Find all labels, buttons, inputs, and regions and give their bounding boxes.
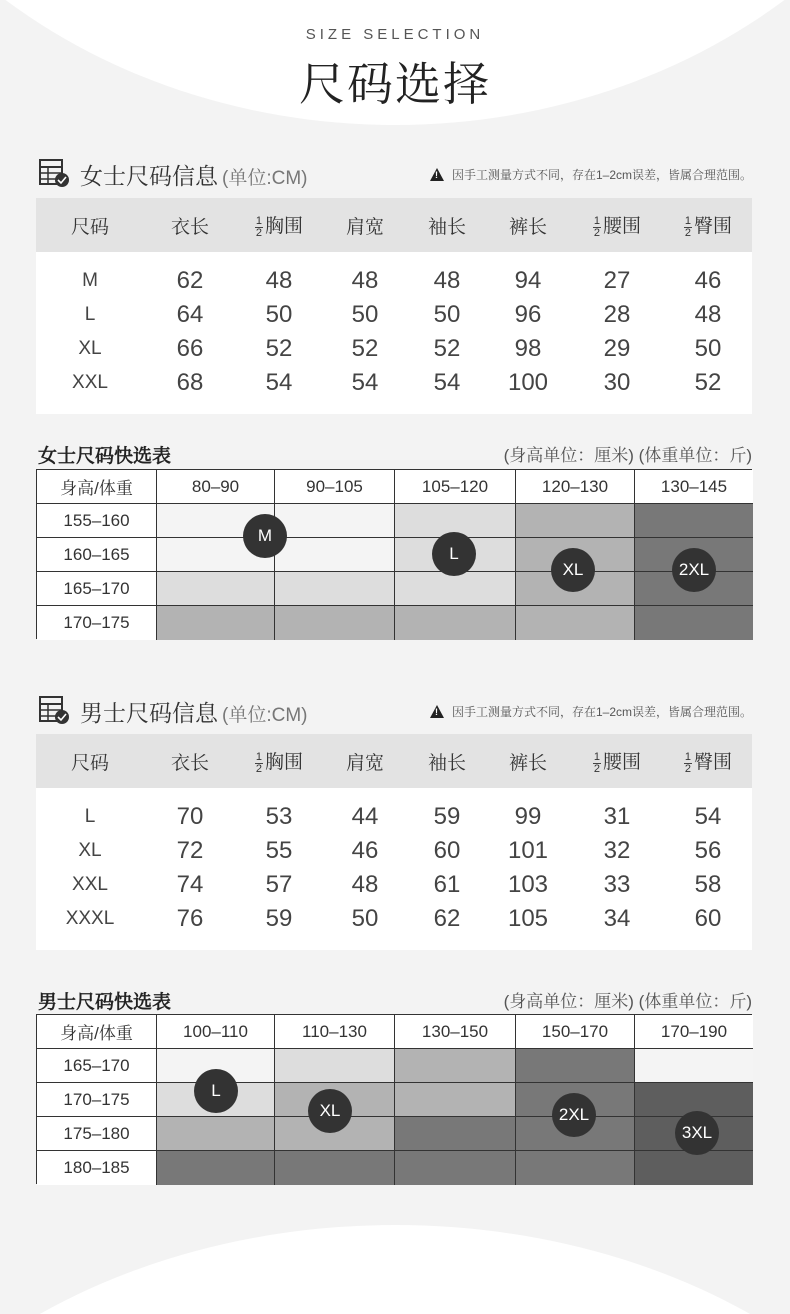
size-zone-cell [157, 572, 275, 606]
col-length: 衣长 [170, 752, 209, 774]
size-zone-cell [516, 1049, 635, 1083]
men-section-title: 男士尺码信息 (单位:CM) [80, 700, 308, 726]
size-badge: M [243, 514, 287, 558]
size-zone-cell [635, 1151, 753, 1185]
women-section-header [38, 158, 752, 190]
col-sleeve: 袖长 [427, 752, 466, 774]
measurement-note: ! 因手工测量方式不同，存在1–2cm误差，皆属合理范围。 [430, 703, 752, 720]
table-row: XXXL 76 59 50 62 105 34 60 [65, 905, 722, 932]
size-zone-cell [395, 1049, 516, 1083]
height-label: 180–185 [37, 1151, 157, 1185]
size-zone-cell [635, 504, 753, 538]
col-length: 衣长 [170, 216, 209, 238]
size-zone-cell [395, 606, 516, 640]
size-zone-cell [275, 572, 395, 606]
size-zone-cell [635, 1049, 753, 1083]
size-zone-cell [395, 572, 516, 606]
grid-corner-label: 身高/体重 [37, 470, 157, 504]
english-title: SIZE SELECTION [305, 26, 485, 43]
height-label: 160–165 [37, 538, 157, 572]
size-zone-cell [516, 606, 635, 640]
size-badge: L [194, 1069, 238, 1113]
height-label: 175–180 [37, 1117, 157, 1151]
col-hip: $\frac{1}{2}$ 臀围 [684, 214, 733, 239]
men-size-table [36, 734, 752, 950]
size-zone-cell [275, 504, 395, 538]
height-label: 170–175 [37, 1083, 157, 1117]
men-table-body [36, 788, 752, 936]
size-zone-cell [395, 1083, 516, 1117]
grid-corner-label: 身高/体重 [37, 1015, 157, 1049]
men-quick-units: (身高单位：厘米) (体重单位：斤) [503, 992, 752, 1011]
size-badge: 3XL [675, 1111, 719, 1155]
col-bust: $\frac{1}{2}$ 胸围 [255, 214, 304, 239]
col-shoulder: 肩宽 [345, 752, 384, 774]
height-label: 165–170 [37, 572, 157, 606]
men-quick-title: 男士尺码快选表 [38, 992, 172, 1013]
table-row: M 62 48 48 48 94 27 46 [82, 267, 722, 294]
men-table-header [36, 734, 752, 788]
col-size: 尺码 [70, 216, 109, 238]
size-zone-cell [395, 1117, 516, 1151]
page-title: 尺码选择 [299, 58, 491, 110]
weight-header: 130–150 [395, 1015, 516, 1049]
men-quick-grid [36, 1014, 752, 1184]
women-quick-grid [36, 469, 752, 639]
weight-header: 170–190 [635, 1015, 753, 1049]
size-zone-cell [635, 606, 753, 640]
col-waist: $\frac{1}{2}$ 腰围 [593, 750, 642, 775]
size-zone-cell [275, 538, 395, 572]
size-badge: 2XL [672, 548, 716, 592]
footer-background [0, 1225, 790, 1314]
weight-header: 130–145 [635, 470, 753, 504]
table-row: XL 66 52 52 52 98 29 50 [78, 335, 722, 362]
weight-header: 80–90 [157, 470, 275, 504]
col-size: 尺码 [70, 752, 109, 774]
col-bust: $\frac{1}{2}$ 胸围 [255, 750, 304, 775]
size-badge: 2XL [552, 1093, 596, 1137]
col-hip: $\frac{1}{2}$ 臀围 [684, 750, 733, 775]
weight-header: 120–130 [516, 470, 635, 504]
col-pants: 裤长 [508, 216, 547, 238]
size-zone-cell [275, 606, 395, 640]
size-zone-cell [275, 1151, 395, 1185]
height-label: 165–170 [37, 1049, 157, 1083]
col-sleeve: 袖长 [427, 216, 466, 238]
weight-header: 110–130 [275, 1015, 395, 1049]
women-section-title: 女士尺码信息 (单位:CM) [80, 163, 308, 189]
size-chart-icon [38, 695, 70, 725]
table-row: XXL 74 57 48 61 103 33 58 [72, 871, 722, 898]
height-label: 170–175 [37, 606, 157, 640]
size-badge: L [432, 532, 476, 576]
size-zone-cell [275, 1049, 395, 1083]
height-label: 155–160 [37, 504, 157, 538]
women-table-body [36, 252, 752, 400]
table-row: XL 72 55 46 60 101 32 56 [78, 837, 722, 864]
table-row: XXL 68 54 54 54 100 30 52 [72, 369, 722, 396]
size-badge: XL [551, 548, 595, 592]
col-waist: $\frac{1}{2}$ 腰围 [593, 214, 642, 239]
measurement-note: ! 因手工测量方式不同，存在1–2cm误差，皆属合理范围。 [430, 166, 752, 183]
weight-header: 150–170 [516, 1015, 635, 1049]
warning-icon [430, 705, 444, 718]
women-quick-title: 女士尺码快选表 [38, 446, 172, 467]
women-size-table [36, 198, 752, 414]
size-zone-cell [157, 606, 275, 640]
size-zone-cell [395, 1151, 516, 1185]
weight-header: 100–110 [157, 1015, 275, 1049]
size-zone-cell [157, 1151, 275, 1185]
men-section-header [38, 695, 752, 727]
size-zone-cell [516, 1151, 635, 1185]
warning-icon [430, 168, 444, 181]
size-badge: XL [308, 1089, 352, 1133]
weight-header: 105–120 [395, 470, 516, 504]
col-pants: 裤长 [508, 752, 547, 774]
women-quick-units: (身高单位：厘米) (体重单位：斤) [503, 446, 752, 465]
women-table-header [36, 198, 752, 252]
size-chart-icon [38, 158, 70, 188]
weight-header: 90–105 [275, 470, 395, 504]
size-zone-cell [516, 504, 635, 538]
size-zone-cell [157, 1117, 275, 1151]
table-row: L 64 50 50 50 96 28 48 [84, 301, 722, 328]
table-row: L 70 53 44 59 99 31 54 [84, 803, 722, 830]
col-shoulder: 肩宽 [345, 216, 384, 238]
